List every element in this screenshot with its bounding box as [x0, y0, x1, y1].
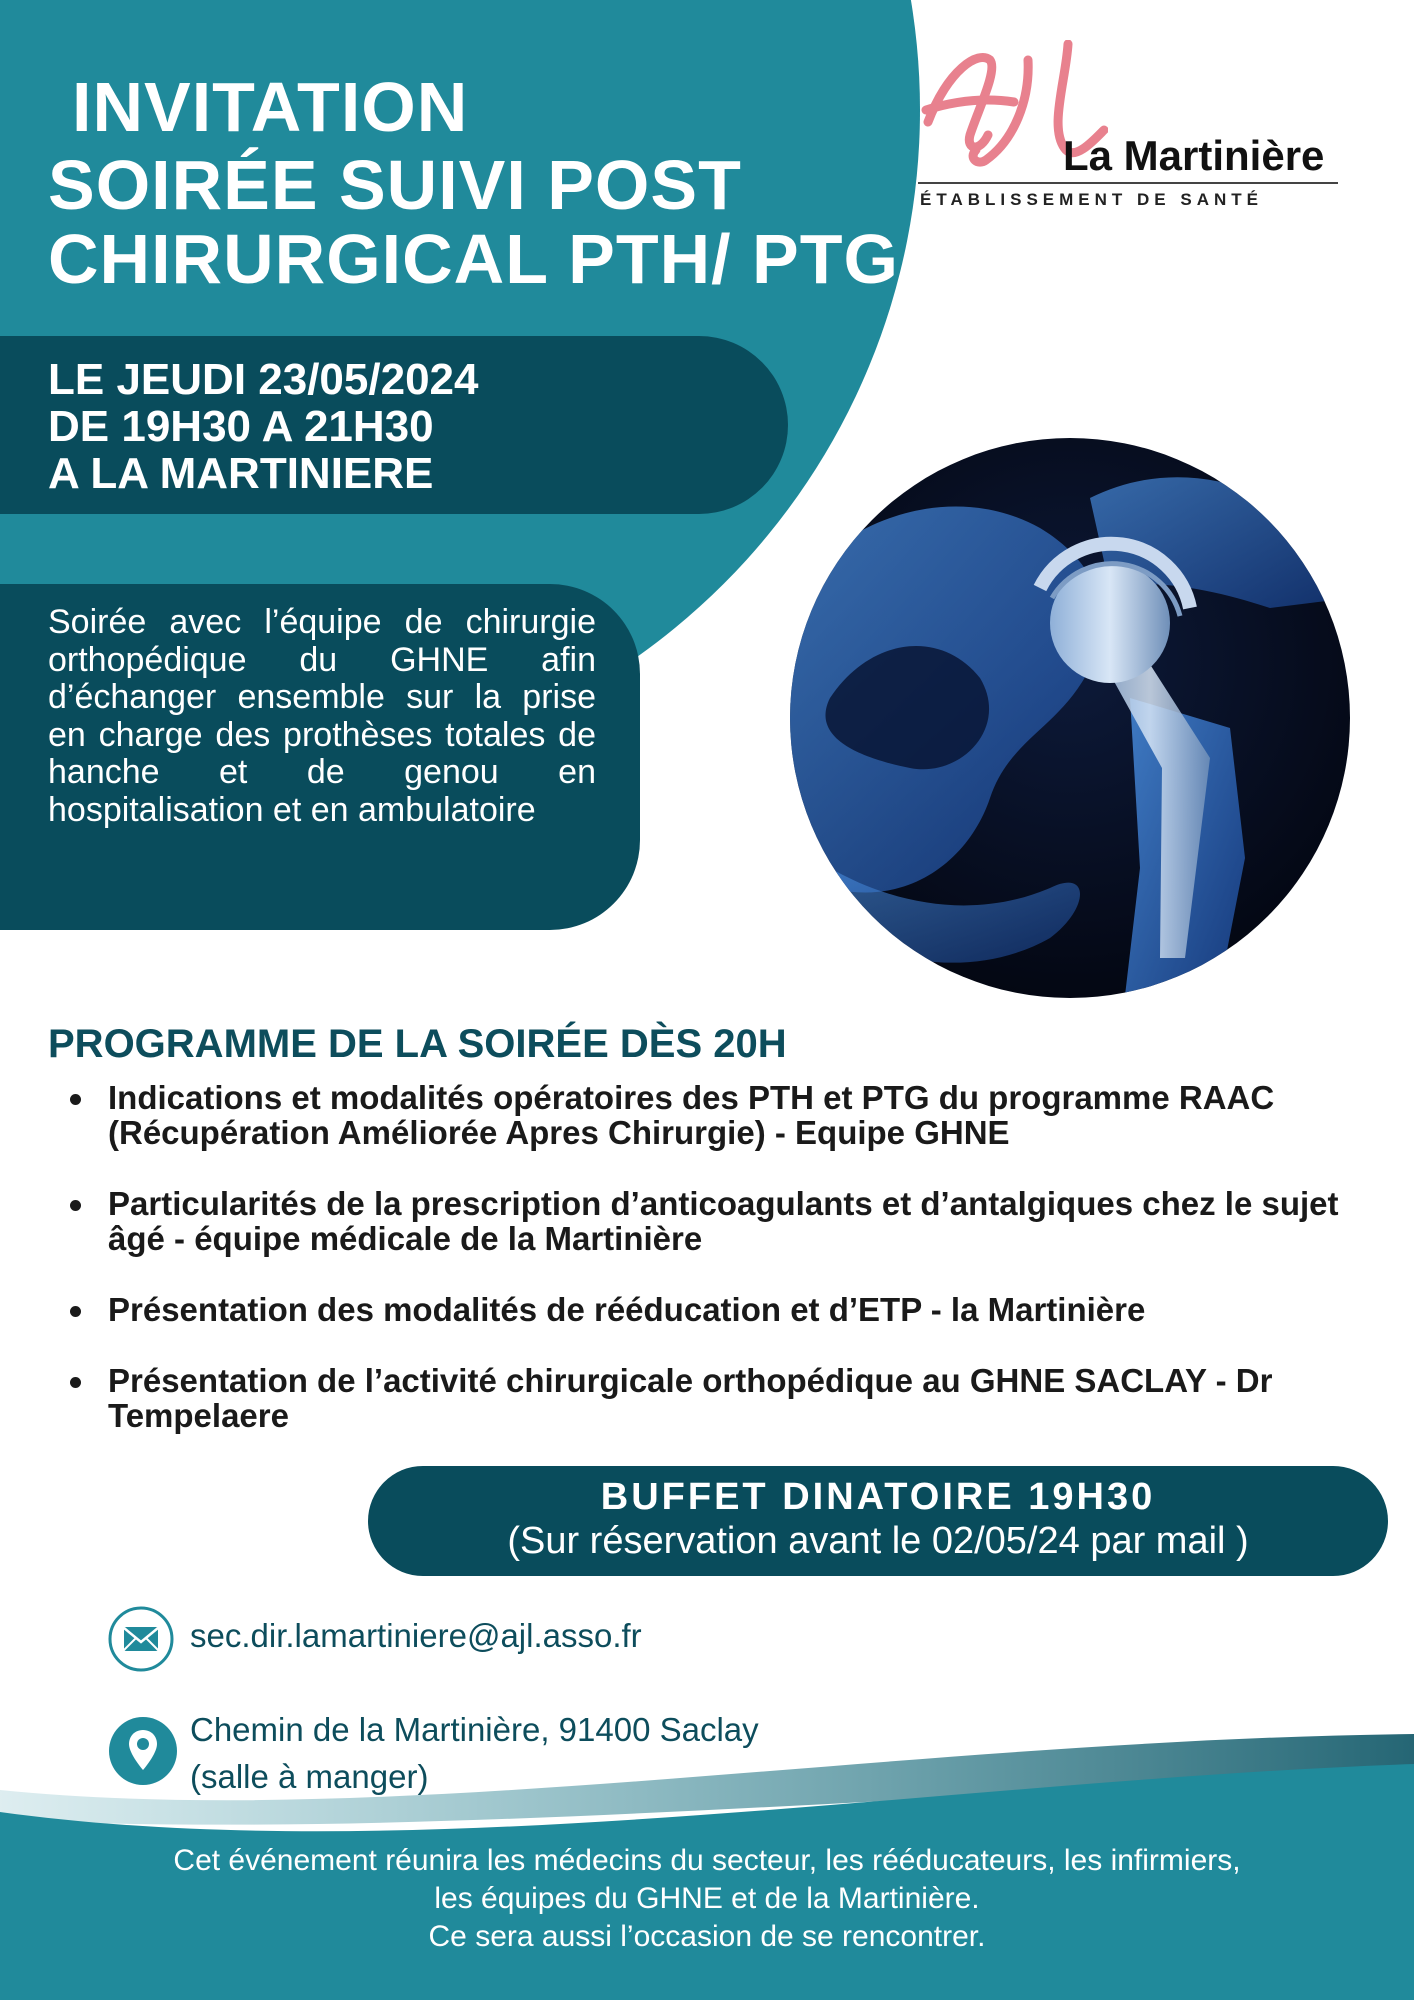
contact-address: Chemin de la Martinière, 91400 Saclay — [190, 1711, 759, 1748]
event-description: Soirée avec l’équipe de chirurgie orthopédique du GHNE afin d’échanger ensemble sur la prise en charge des prothèses totales de hanche et de genou en hospitalisation et en ambulatoire — [48, 603, 596, 829]
bullet-icon — [70, 1200, 81, 1211]
bullet-icon — [70, 1094, 81, 1105]
programme-item — [48, 1080, 1388, 1150]
location-pin-icon — [108, 1716, 178, 1786]
programme-item — [48, 1186, 1388, 1256]
title-line-2: SOIRÉE SUIVI POST — [48, 146, 742, 224]
footer-line-2: les équipes du GHNE et de la Martinière. — [434, 1882, 980, 1915]
buffet-reservation-note: (Sur réservation avant le 02/05/24 par mail ) — [507, 1520, 1249, 1562]
contact-email[interactable]: sec.dir.lamartiniere@ajl.asso.fr — [190, 1617, 642, 1654]
footer-line-1: Cet événement réunira les médecins du secteur, les rééducateurs, les infirmiers, — [173, 1844, 1241, 1877]
programme-item — [48, 1292, 1388, 1327]
programme-item-text: Présentation de l’activité chirurgicale orthopédique au GHNE SACLAY - Dr Tempelaere — [108, 1362, 1273, 1434]
title-line-3: CHIRURGICAL PTH/ PTG — [48, 220, 899, 298]
bullet-icon — [70, 1306, 81, 1317]
programme-item-text: Indications et modalités opératoires des PTH et PTG du programme RAAC (Récupération Améliorée Apres Chirurgie) - Equipe GHNE — [108, 1079, 1275, 1151]
contact-room: (salle à manger) — [190, 1758, 429, 1795]
logo-divider — [918, 182, 1338, 184]
buffet-title: BUFFET DINATOIRE 19H30 — [600, 1476, 1156, 1518]
event-time: DE 19H30 A 21H30 — [48, 402, 434, 451]
programme-title: PROGRAMME DE LA SOIRÉE DÈS 20H — [48, 1022, 787, 1066]
logo-subtitle: ÉTABLISSEMENT DE SANTÉ — [920, 190, 1263, 209]
hip-prosthesis-xray-image — [790, 438, 1350, 998]
programme-item-text: Présentation des modalités de rééducation et d’ETP - la Martinière — [108, 1291, 1146, 1328]
logo-name: La Martinière — [1063, 132, 1325, 179]
la-martiniere-logo — [918, 40, 1338, 215]
footer-text — [0, 1842, 1414, 1956]
event-place: A LA MARTINIERE — [48, 449, 434, 498]
footer-line-3: Ce sera aussi l’occasion de se rencontrer. — [428, 1920, 986, 1953]
programme-item — [48, 1363, 1388, 1433]
envelope-icon — [108, 1606, 174, 1672]
event-date: LE JEUDI 23/05/2024 — [48, 355, 479, 404]
programme-item-text: Particularités de la prescription d’anticoagulants et d’antalgiques chez le sujet âgé - équipe médicale de la Martinière — [108, 1185, 1339, 1257]
programme-list — [48, 1080, 1388, 1469]
title-line-1: INVITATION — [72, 68, 469, 146]
bullet-icon — [70, 1377, 81, 1388]
